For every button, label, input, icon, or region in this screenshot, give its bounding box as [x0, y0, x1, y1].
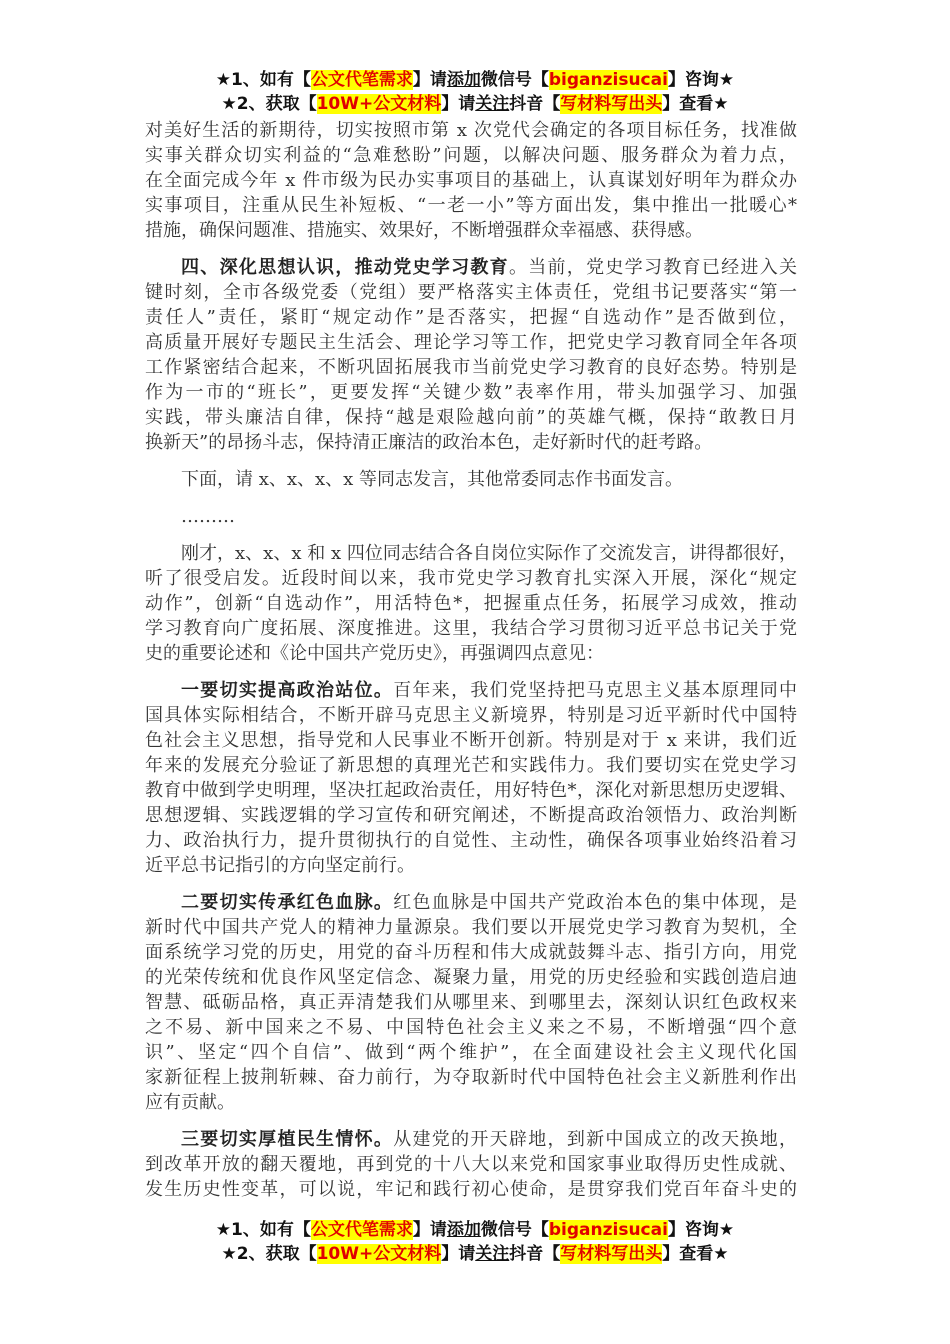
text-line: [145, 218, 797, 243]
banner-hl: 公文代笔需求: [310, 1220, 413, 1240]
line-text: 教育中做到学史明理，坚决扛起政治责任，用好特色*，深化对新思想历史逻辑、: [145, 780, 797, 801]
banner-hl2: biganzisucai: [548, 70, 668, 90]
line-text: 红色血脉是中国共产党政治本色的集中体现，是: [393, 892, 798, 913]
text-line: [145, 467, 797, 492]
text-line: [145, 616, 797, 641]
line-text: 的光荣传统和优良作风坚定信念、凝聚力量，用党的历史经验和实践创造启迪: [145, 967, 797, 988]
line-text: 下面，请 x、x、x、x 等同志发言，其他常委同志作书面发言。: [181, 469, 684, 490]
text-line: [145, 193, 797, 218]
line-text: 年来的发展充分验证了新思想的真理光芒和实践伟力。我们要切实在党史学习: [145, 755, 797, 776]
text-line: [145, 753, 797, 778]
banner-pre: ★2、获取【: [221, 94, 317, 114]
paragraph: [145, 467, 797, 492]
paragraph: [145, 255, 797, 455]
banner-mid: 】请: [441, 1244, 476, 1264]
paragraph-heading: 二要切实传承红色血脉。: [181, 892, 394, 913]
line-text: 责任人”责任，紧盯“规定动作”是否落实，把握“自选动作”是否做到位，: [145, 307, 797, 328]
text-line: [145, 168, 797, 193]
banner-pre: ★1、如有【: [215, 70, 311, 90]
text-line: [145, 641, 797, 666]
line-text: 近平总书记指引的方向坚定前行。: [145, 855, 415, 876]
paragraph: [145, 541, 797, 666]
top-promo-banner: [0, 68, 950, 116]
text-line: [145, 504, 797, 529]
text-line: [145, 1177, 797, 1202]
paragraph: [145, 1127, 797, 1202]
paragraph-heading: 四、深化思想认识，推动党史学习教育: [181, 257, 509, 278]
line-text: 发生历史性变革，可以说，牢记和践行初心使命，是贯穿我们党百年奋斗史的: [145, 1179, 797, 1200]
text-line: [145, 591, 797, 616]
text-line: [145, 566, 797, 591]
line-text: 。当前，党史学习教育已经进入关: [508, 257, 798, 278]
paragraph: [145, 678, 797, 878]
line-text: 对美好生活的新期待，切实按照市第 x 次党代会确定的各项目标任务，找准做: [145, 120, 797, 141]
line-text: 史的重要论述和《论中国共产党历史》，再强调四点意见：: [145, 643, 604, 664]
line-text: 家新征程上披荆斩棘、奋力前行，为夺取新时代中国特色社会主义新胜利作出: [145, 1067, 797, 1088]
text-line: [145, 890, 797, 915]
text-line: [145, 405, 797, 430]
banner-pre: ★1、如有【: [215, 1220, 311, 1240]
line-text: 刚才，x、x、x 和 x 四位同志结合各自岗位实际作了交流发言，讲得都很好，: [181, 543, 797, 564]
banner-hl: 10W+公文材料: [316, 1244, 442, 1264]
line-text: 识”、坚定“四个自信”、做到“两个维护”，在全面建设社会主义现代化国: [145, 1042, 797, 1063]
line-text: 从建党的开天辟地，到新中国成立的改天换地，: [393, 1129, 798, 1150]
text-line: [145, 703, 797, 728]
banner-hl2: 写材料写出头: [560, 94, 663, 114]
text-line: [145, 118, 797, 143]
banner-pre: ★2、获取【: [221, 1244, 317, 1264]
text-line: [145, 965, 797, 990]
line-text: 思想逻辑、实践逻辑的学习宣传和研究阐述，不断提高政治领悟力、政治判断: [145, 805, 797, 826]
text-line: [145, 1015, 797, 1040]
line-text: 工作紧密结合起来，不断巩固拓展我市当前党史学习教育的良好态势。特别是: [145, 357, 797, 378]
text-line: [145, 330, 797, 355]
line-text: 实事关群众切实利益的“急难愁盼”问题，以解决问题、服务群众为着力点，: [145, 145, 797, 166]
text-line: [145, 990, 797, 1015]
text-line: [145, 355, 797, 380]
line-text: 听了很受启发。近段时间以来，我市党史学习教育扎实深入开展，深化“规定: [145, 568, 797, 589]
text-line: [145, 1065, 797, 1090]
banner-mid2: 微信号【: [480, 70, 549, 90]
line-text: 智慧、砥砺品格，真正弄清楚我们从哪里来、到哪里去，深刻认识红色政权来: [145, 992, 797, 1013]
text-line: [145, 678, 797, 703]
banner-line: [0, 92, 950, 116]
banner-hl2: 写材料写出头: [560, 1244, 663, 1264]
text-line: [145, 305, 797, 330]
line-text: ………: [181, 506, 235, 527]
text-line: [145, 143, 797, 168]
banner-mid2: 抖音【: [509, 1244, 561, 1264]
line-text: 学习教育向广度拓展、深度推进。这里，我结合学习贯彻习近平总书记关于党: [145, 618, 797, 639]
paragraph: [145, 890, 797, 1115]
text-line: [145, 828, 797, 853]
line-text: 实践，带头廉洁自律，保持“越是艰险越向前”的英雄气概，保持“敢教日月: [145, 407, 797, 428]
banner-hl: 公文代笔需求: [310, 70, 413, 90]
text-line: [145, 940, 797, 965]
banner-post: 】咨询★: [667, 1220, 735, 1240]
banner-mid: 】请: [441, 94, 476, 114]
line-text: 动作”，创新“自选动作”，用活特色*，把握重点任务，拓展学习成效，推动: [145, 593, 797, 614]
banner-ul: 添加: [446, 70, 481, 90]
banner-mid: 】请: [412, 70, 447, 90]
text-line: [145, 1040, 797, 1065]
text-line: [145, 1127, 797, 1152]
text-line: [145, 778, 797, 803]
line-text: 键时刻，全市各级党委（党组）要严格落实主体责任，党组书记要落实“第一: [145, 282, 797, 303]
document-body: [145, 118, 797, 1214]
line-text: 应有贡献。: [145, 1092, 235, 1113]
line-text: 换新天”的昂扬斗志，保持清正廉洁的政治本色，走好新时代的赶考路。: [145, 432, 713, 453]
line-text: 到改革开放的翻天覆地，再到党的十八大以来党和国家事业取得历史性成就、: [145, 1154, 797, 1175]
text-line: [145, 255, 797, 280]
banner-post: 】查看★: [662, 1244, 729, 1264]
line-text: 面系统学习党的历史，用党的奋斗历程和伟大成就鼓舞斗志、指引方向，用党: [145, 942, 797, 963]
banner-mid2: 微信号【: [480, 1220, 549, 1240]
line-text: 之不易、新中国来之不易、中国特色社会主义来之不易，不断增强“四个意: [145, 1017, 797, 1038]
text-line: [145, 541, 797, 566]
line-text: 色社会主义思想，指导党和人民事业不断开创新。特别是对于 x 来讲，我们近: [145, 730, 797, 751]
paragraph-heading: 一要切实提高政治站位。: [181, 680, 394, 701]
text-line: [145, 380, 797, 405]
banner-ul: 关注: [475, 94, 510, 114]
text-line: [145, 1152, 797, 1177]
banner-ul: 关注: [475, 1244, 510, 1264]
line-text: 在全面完成今年 x 件市级为民办实事项目的基础上，认真谋划好明年为群众办: [145, 170, 797, 191]
paragraph: [145, 118, 797, 243]
banner-mid: 】请: [412, 1220, 447, 1240]
line-text: 百年来，我们党坚持把马克思主义基本原理同中: [393, 680, 798, 701]
banner-hl: 10W+公文材料: [316, 94, 442, 114]
banner-ul: 添加: [446, 1220, 481, 1240]
line-text: 力、政治执行力，提升贯彻执行的自觉性、主动性，确保各项事业始终沿着习: [145, 830, 797, 851]
line-text: 实事项目，注重从民生补短板、“一老一小”等方面出发，集中推出一批暖心*: [145, 195, 797, 216]
banner-mid2: 抖音【: [509, 94, 561, 114]
text-line: [145, 915, 797, 940]
line-text: 国具体实际相结合，不断开辟马克思主义新境界，特别是习近平新时代中国特: [145, 705, 797, 726]
banner-line: [0, 68, 950, 92]
paragraph-heading: 三要切实厚植民生情怀。: [181, 1129, 394, 1150]
banner-post: 】咨询★: [667, 70, 735, 90]
bottom-promo-banner: [0, 1218, 950, 1266]
line-text: 作为一市的“班长”，更要发挥“关键少数”表率作用，带头加强学习、加强: [145, 382, 797, 403]
text-line: [145, 853, 797, 878]
banner-hl2: biganzisucai: [548, 1220, 668, 1240]
text-line: [145, 728, 797, 753]
line-text: 措施，确保问题准、措施实、效果好，不断增强群众幸福感、获得感。: [145, 220, 703, 241]
text-line: [145, 1090, 797, 1115]
banner-line: [0, 1242, 950, 1266]
paragraph: [145, 504, 797, 529]
text-line: [145, 280, 797, 305]
text-line: [145, 430, 797, 455]
line-text: 高质量开展好专题民主生活会、理论学习等工作，把党史学习教育同全年各项: [145, 332, 797, 353]
line-text: 新时代中国共产党人的精神力量源泉。我们要以开展党史学习教育为契机，全: [145, 917, 797, 938]
banner-line: [0, 1218, 950, 1242]
text-line: [145, 803, 797, 828]
banner-post: 】查看★: [662, 94, 729, 114]
